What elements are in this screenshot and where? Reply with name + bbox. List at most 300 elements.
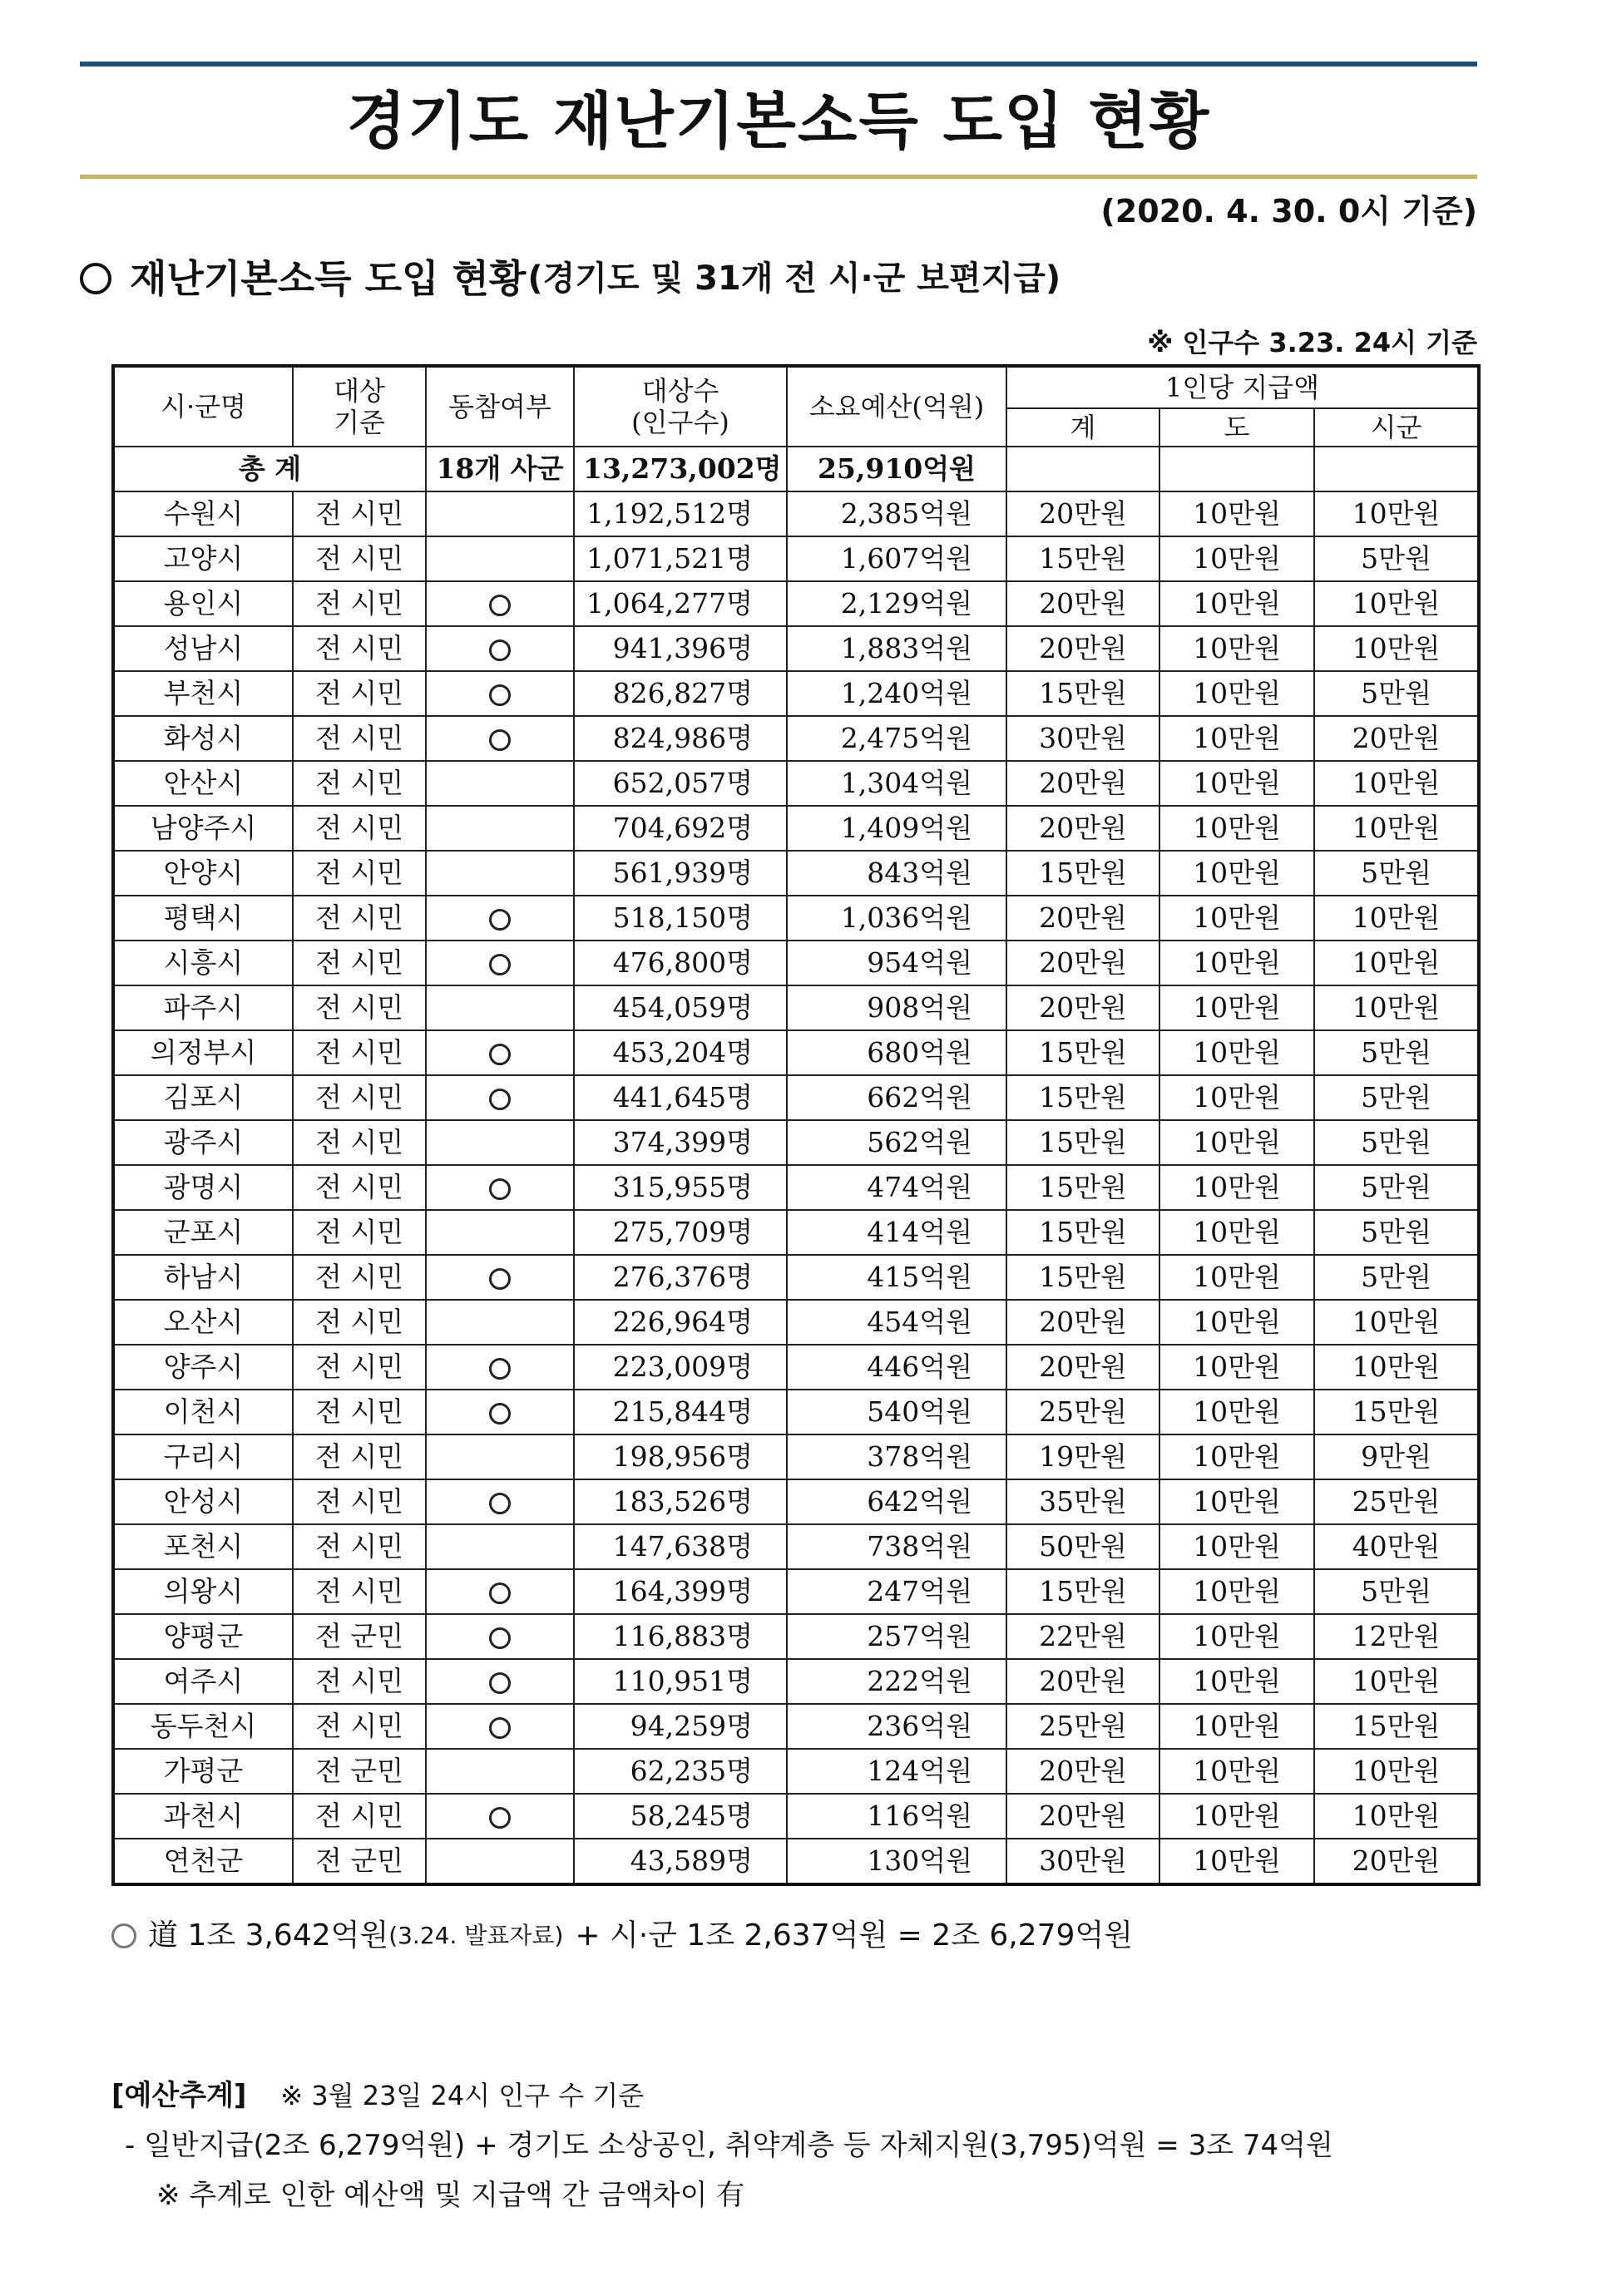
city-cell: 동두천시 [113,1704,293,1749]
province-cell: 10만원 [1159,1839,1314,1884]
basis-cell: 전 군민 [293,1614,426,1659]
total-budget: 25,910억원 [787,447,1006,491]
province-cell: 10만원 [1159,941,1314,985]
participation-circle-icon [489,1178,511,1200]
total-cell: 20만원 [1006,626,1159,671]
summary-note: (3.24. 발표자료) [388,1922,564,1949]
participation-cell [426,671,574,716]
budget-cell: 1,607억원 [787,536,1006,581]
province-cell: 10만원 [1159,1030,1314,1075]
citygun-cell: 10만원 [1314,1659,1479,1704]
count-cell: 1,192,512명 [574,491,787,536]
budget-cell: 680억원 [787,1030,1006,1075]
count-cell: 116,883명 [574,1614,787,1659]
participation-cell [426,1345,574,1390]
summary-line [111,1913,1133,1959]
total-cell: 15만원 [1006,1030,1159,1075]
budget-cell: 446억원 [787,1345,1006,1390]
province-cell: 10만원 [1159,1659,1314,1704]
count-cell: 183,526명 [574,1479,787,1524]
city-cell: 여주시 [113,1659,293,1704]
budget-cell: 236억원 [787,1704,1006,1749]
total-cell: 20만원 [1006,806,1159,851]
province-cell: 10만원 [1159,985,1314,1030]
table-row [113,896,1479,941]
table-row [113,1794,1479,1839]
province-cell: 10만원 [1159,1434,1314,1479]
section-heading [80,249,1061,308]
total-cell: 25만원 [1006,1704,1159,1749]
total-row [113,447,1479,491]
total-cell: 25만원 [1006,1390,1159,1434]
table-row [113,716,1479,761]
basis-cell: 전 시민 [293,626,426,671]
count-cell: 223,009명 [574,1345,787,1390]
basis-cell: 전 시민 [293,1075,426,1120]
basis-cell: 전 시민 [293,806,426,851]
header-target-basis: 대상 기준 [293,366,426,447]
province-cell: 10만원 [1159,626,1314,671]
participation-circle-icon [489,909,511,931]
citygun-cell: 20만원 [1314,1839,1479,1884]
city-cell: 오산시 [113,1300,293,1345]
participation-cell [426,761,574,806]
summary-part1: 道 1조 3,642억원 [148,1918,389,1953]
page-title: 경기도 재난기본소득 도입 현황 [346,86,1211,157]
province-cell: 10만원 [1159,1479,1314,1524]
count-cell: 1,071,521명 [574,536,787,581]
city-cell: 고양시 [113,536,293,581]
table-row [113,536,1479,581]
participation-circle-icon [489,684,511,706]
total-province [1159,447,1314,491]
basis-cell: 전 시민 [293,941,426,985]
budget-cell: 642억원 [787,1479,1006,1524]
citygun-cell: 10만원 [1314,761,1479,806]
count-cell: 941,396명 [574,626,787,671]
count-cell: 453,204명 [574,1030,787,1075]
city-cell: 화성시 [113,716,293,761]
participation-cell [426,1300,574,1345]
city-cell: 안산시 [113,761,293,806]
city-cell: 성남시 [113,626,293,671]
province-cell: 10만원 [1159,536,1314,581]
table-row [113,626,1479,671]
table-row [113,1479,1479,1524]
budget-cell: 247억원 [787,1569,1006,1614]
participation-cell [426,1794,574,1839]
budget-cell: 2,129억원 [787,581,1006,626]
participation-circle-icon [489,1268,511,1290]
basis-cell: 전 군민 [293,1839,426,1884]
participation-circle-icon [489,1807,511,1829]
participation-cell [426,536,574,581]
budget-line-2: ※ 추계로 인한 예산액 및 지급액 간 금액차이 有 [156,2179,745,2212]
total-cell: 19만원 [1006,1434,1159,1479]
participation-cell [426,1614,574,1659]
total-citygun [1314,447,1479,491]
count-cell: 1,064,277명 [574,581,787,626]
header-participation: 동참여부 [426,366,574,447]
participation-cell [426,1165,574,1210]
province-cell: 10만원 [1159,761,1314,806]
top-divider [80,62,1477,67]
citygun-cell: 10만원 [1314,1749,1479,1794]
budget-head-note: ※ 3월 23일 24시 인구 수 기준 [280,2080,645,2111]
circle-bullet-icon [111,1923,136,1948]
city-cell: 의정부시 [113,1030,293,1075]
province-cell: 10만원 [1159,1210,1314,1255]
basis-cell: 전 시민 [293,1120,426,1165]
budget-estimate [111,2071,1333,2220]
participation-cell [426,1030,574,1075]
city-cell: 시흥시 [113,941,293,985]
city-cell: 가평군 [113,1749,293,1794]
city-cell: 하남시 [113,1255,293,1300]
table-row [113,1345,1479,1390]
basis-cell: 전 시민 [293,1165,426,1210]
province-cell: 10만원 [1159,1255,1314,1300]
participation-circle-icon [489,1583,511,1604]
title-underline [80,175,1477,179]
budget-cell: 1,409억원 [787,806,1006,851]
budget-cell: 124억원 [787,1749,1006,1794]
budget-cell: 1,240억원 [787,671,1006,716]
total-cell: 20만원 [1006,1345,1159,1390]
city-cell: 군포시 [113,1210,293,1255]
basis-cell: 전 시민 [293,1210,426,1255]
citygun-cell: 10만원 [1314,581,1479,626]
citygun-cell: 10만원 [1314,941,1479,985]
city-cell: 구리시 [113,1434,293,1479]
participation-cell [426,1524,574,1569]
province-cell: 10만원 [1159,1390,1314,1434]
participation-cell [426,716,574,761]
count-cell: 315,955명 [574,1165,787,1210]
basis-cell: 전 시민 [293,1300,426,1345]
citygun-cell: 15만원 [1314,1390,1479,1434]
citygun-cell: 5만원 [1314,1075,1479,1120]
table-row [113,1075,1479,1120]
count-cell: 275,709명 [574,1210,787,1255]
total-cell: 22만원 [1006,1614,1159,1659]
province-cell: 10만원 [1159,716,1314,761]
table-row [113,1704,1479,1749]
count-cell: 441,645명 [574,1075,787,1120]
count-cell: 58,245명 [574,1794,787,1839]
total-count: 13,273,002명 [574,447,787,491]
basis-cell: 전 군민 [293,1749,426,1794]
count-cell: 652,057명 [574,761,787,806]
province-cell: 10만원 [1159,671,1314,716]
total-cell: 35만원 [1006,1479,1159,1524]
table-row [113,491,1479,536]
table-row [113,1390,1479,1434]
total-cell: 15만원 [1006,536,1159,581]
participation-cell [426,1479,574,1524]
basis-cell: 전 시민 [293,896,426,941]
table-row [113,1255,1479,1300]
budget-cell: 474억원 [787,1165,1006,1210]
participation-cell [426,581,574,626]
count-cell: 43,589명 [574,1839,787,1884]
participation-cell [426,1839,574,1884]
participation-circle-icon [489,1627,511,1649]
city-cell: 남양주시 [113,806,293,851]
basis-cell: 전 시민 [293,1704,426,1749]
total-cell: 30만원 [1006,716,1159,761]
header-province: 도 [1159,408,1314,447]
table-row [113,1659,1479,1704]
count-cell: 518,150명 [574,896,787,941]
budget-cell: 378억원 [787,1434,1006,1479]
budget-cell: 454억원 [787,1300,1006,1345]
budget-cell: 2,385억원 [787,491,1006,536]
citygun-cell: 10만원 [1314,626,1479,671]
circle-bullet-icon [80,263,111,294]
participation-cell [426,1255,574,1300]
table-row [113,851,1479,896]
population-note: ※ 인구수 3.23. 24시 기준 [1147,327,1477,358]
total-per-person [1006,447,1159,491]
total-cell: 20만원 [1006,1794,1159,1839]
province-cell: 10만원 [1159,1300,1314,1345]
table-row [113,941,1479,985]
participation-cell [426,1075,574,1120]
budget-cell: 415억원 [787,1255,1006,1300]
province-cell: 10만원 [1159,806,1314,851]
header-per-person: 1인당 지급액 [1006,366,1479,408]
province-cell: 10만원 [1159,1569,1314,1614]
province-cell: 10만원 [1159,1345,1314,1390]
count-cell: 110,951명 [574,1659,787,1704]
total-cell: 15만원 [1006,671,1159,716]
basis-cell: 전 시민 [293,1390,426,1434]
table-row [113,1165,1479,1210]
count-cell: 147,638명 [574,1524,787,1569]
table-row [113,1839,1479,1884]
participation-circle-icon [489,729,511,751]
citygun-cell: 5만원 [1314,1210,1479,1255]
table-row [113,1210,1479,1255]
total-cell: 15만원 [1006,1210,1159,1255]
table-row [113,761,1479,806]
city-cell: 용인시 [113,581,293,626]
budget-cell: 738억원 [787,1524,1006,1569]
participation-cell [426,626,574,671]
participation-cell [426,1569,574,1614]
budget-cell: 662억원 [787,1075,1006,1120]
city-cell: 과천시 [113,1794,293,1839]
participation-cell [426,1434,574,1479]
citygun-cell: 10만원 [1314,491,1479,536]
basis-cell: 전 시민 [293,1479,426,1524]
province-cell: 10만원 [1159,896,1314,941]
total-cell: 50만원 [1006,1524,1159,1569]
table-row [113,1120,1479,1165]
basis-cell: 전 시민 [293,985,426,1030]
total-cell: 20만원 [1006,1300,1159,1345]
table-row [113,1434,1479,1479]
count-cell: 62,235명 [574,1749,787,1794]
total-cell: 20만원 [1006,1659,1159,1704]
table-row [113,581,1479,626]
count-cell: 276,376명 [574,1255,787,1300]
basis-cell: 전 시민 [293,1030,426,1075]
budget-cell: 2,475억원 [787,716,1006,761]
citygun-cell: 20만원 [1314,716,1479,761]
citygun-cell: 5만원 [1314,851,1479,896]
header-citygun: 시군 [1314,408,1479,447]
count-cell: 826,827명 [574,671,787,716]
count-cell: 226,964명 [574,1300,787,1345]
total-cell: 20만원 [1006,985,1159,1030]
section-label: 재난기본소득 도입 현황 [130,256,527,301]
count-cell: 824,986명 [574,716,787,761]
city-cell: 안양시 [113,851,293,896]
table-row [113,985,1479,1030]
budget-cell: 1,036억원 [787,896,1006,941]
citygun-cell: 10만원 [1314,896,1479,941]
city-cell: 부천시 [113,671,293,716]
budget-cell: 540억원 [787,1390,1006,1434]
participation-cell [426,985,574,1030]
participation-circle-icon [489,1493,511,1514]
participation-cell [426,1120,574,1165]
city-cell: 양평군 [113,1614,293,1659]
basis-cell: 전 시민 [293,851,426,896]
participation-circle-icon [489,1717,511,1739]
header-target-count: 대상수 (인구수) [574,366,787,447]
city-cell: 파주시 [113,985,293,1030]
participation-circle-icon [489,1358,511,1380]
province-cell: 10만원 [1159,491,1314,536]
header-city: 시·군명 [113,366,293,447]
total-label: 총 계 [113,447,426,491]
budget-cell: 954억원 [787,941,1006,985]
table-row [113,1524,1479,1569]
table-row [113,1030,1479,1075]
total-cell: 20만원 [1006,1749,1159,1794]
citygun-cell: 10만원 [1314,1794,1479,1839]
citygun-cell: 10만원 [1314,1345,1479,1390]
province-cell: 10만원 [1159,1704,1314,1749]
count-cell: 704,692명 [574,806,787,851]
basis-cell: 전 시민 [293,1659,426,1704]
table-row [113,671,1479,716]
total-cell: 30만원 [1006,1839,1159,1884]
total-cell: 15만원 [1006,1255,1159,1300]
citygun-cell: 40만원 [1314,1524,1479,1569]
count-cell: 454,059명 [574,985,787,1030]
city-cell: 연천군 [113,1839,293,1884]
total-cell: 20만원 [1006,491,1159,536]
basis-cell: 전 시민 [293,1524,426,1569]
status-table [111,364,1481,1886]
count-cell: 198,956명 [574,1434,787,1479]
budget-cell: 1,304억원 [787,761,1006,806]
city-cell: 수원시 [113,491,293,536]
basis-cell: 전 시민 [293,1794,426,1839]
participation-cell [426,896,574,941]
basis-cell: 전 시민 [293,671,426,716]
total-cell: 15만원 [1006,1120,1159,1165]
citygun-cell: 12만원 [1314,1614,1479,1659]
city-cell: 광명시 [113,1165,293,1210]
participation-cell [426,1704,574,1749]
header-total: 계 [1006,408,1159,447]
province-cell: 10만원 [1159,1794,1314,1839]
city-cell: 양주시 [113,1345,293,1390]
total-cell: 15만원 [1006,1569,1159,1614]
participation-cell [426,1390,574,1434]
citygun-cell: 5만원 [1314,1120,1479,1165]
citygun-cell: 5만원 [1314,1569,1479,1614]
count-cell: 215,844명 [574,1390,787,1434]
city-cell: 광주시 [113,1120,293,1165]
total-cell: 15만원 [1006,1075,1159,1120]
citygun-cell: 5만원 [1314,671,1479,716]
province-cell: 10만원 [1159,1614,1314,1659]
participation-cell [426,806,574,851]
total-cell: 20만원 [1006,941,1159,985]
table-row [113,1614,1479,1659]
total-cell: 15만원 [1006,1165,1159,1210]
city-cell: 김포시 [113,1075,293,1120]
basis-cell: 전 시민 [293,1345,426,1390]
citygun-cell: 25만원 [1314,1479,1479,1524]
province-cell: 10만원 [1159,1749,1314,1794]
province-cell: 10만원 [1159,1120,1314,1165]
city-cell: 포천시 [113,1524,293,1569]
table-row [113,806,1479,851]
citygun-cell: 5만원 [1314,1165,1479,1210]
count-cell: 561,939명 [574,851,787,896]
participation-circle-icon [489,954,511,975]
participation-circle-icon [489,595,511,616]
city-cell: 의왕시 [113,1569,293,1614]
participation-cell [426,491,574,536]
province-cell: 10만원 [1159,851,1314,896]
total-cell: 20만원 [1006,761,1159,806]
basis-cell: 전 시민 [293,1255,426,1300]
reference-date: (2020. 4. 30. 0시 기준) [1100,193,1477,230]
budget-head: [예산추계] [111,2079,247,2112]
citygun-cell: 10만원 [1314,1300,1479,1345]
budget-line-1: - 일반지급(2조 6,279억원) + 경기도 소상공인, 취약계층 등 자체지원(3,795)억원 = 3조 74억원 [125,2129,1333,2162]
participation-cell [426,851,574,896]
count-cell: 374,399명 [574,1120,787,1165]
participation-cell [426,1659,574,1704]
citygun-cell: 5만원 [1314,1255,1479,1300]
participation-circle-icon [489,1089,511,1110]
budget-cell: 843억원 [787,851,1006,896]
basis-cell: 전 시민 [293,716,426,761]
basis-cell: 전 시민 [293,1569,426,1614]
participation-cell [426,1749,574,1794]
basis-cell: 전 시민 [293,761,426,806]
city-cell: 이천시 [113,1390,293,1434]
province-cell: 10만원 [1159,1075,1314,1120]
city-cell: 평택시 [113,896,293,941]
total-cell: 20만원 [1006,581,1159,626]
budget-cell: 130억원 [787,1839,1006,1884]
citygun-cell: 10만원 [1314,985,1479,1030]
basis-cell: 전 시민 [293,1434,426,1479]
table-row [113,1300,1479,1345]
basis-cell: 전 시민 [293,491,426,536]
budget-cell: 257억원 [787,1614,1006,1659]
